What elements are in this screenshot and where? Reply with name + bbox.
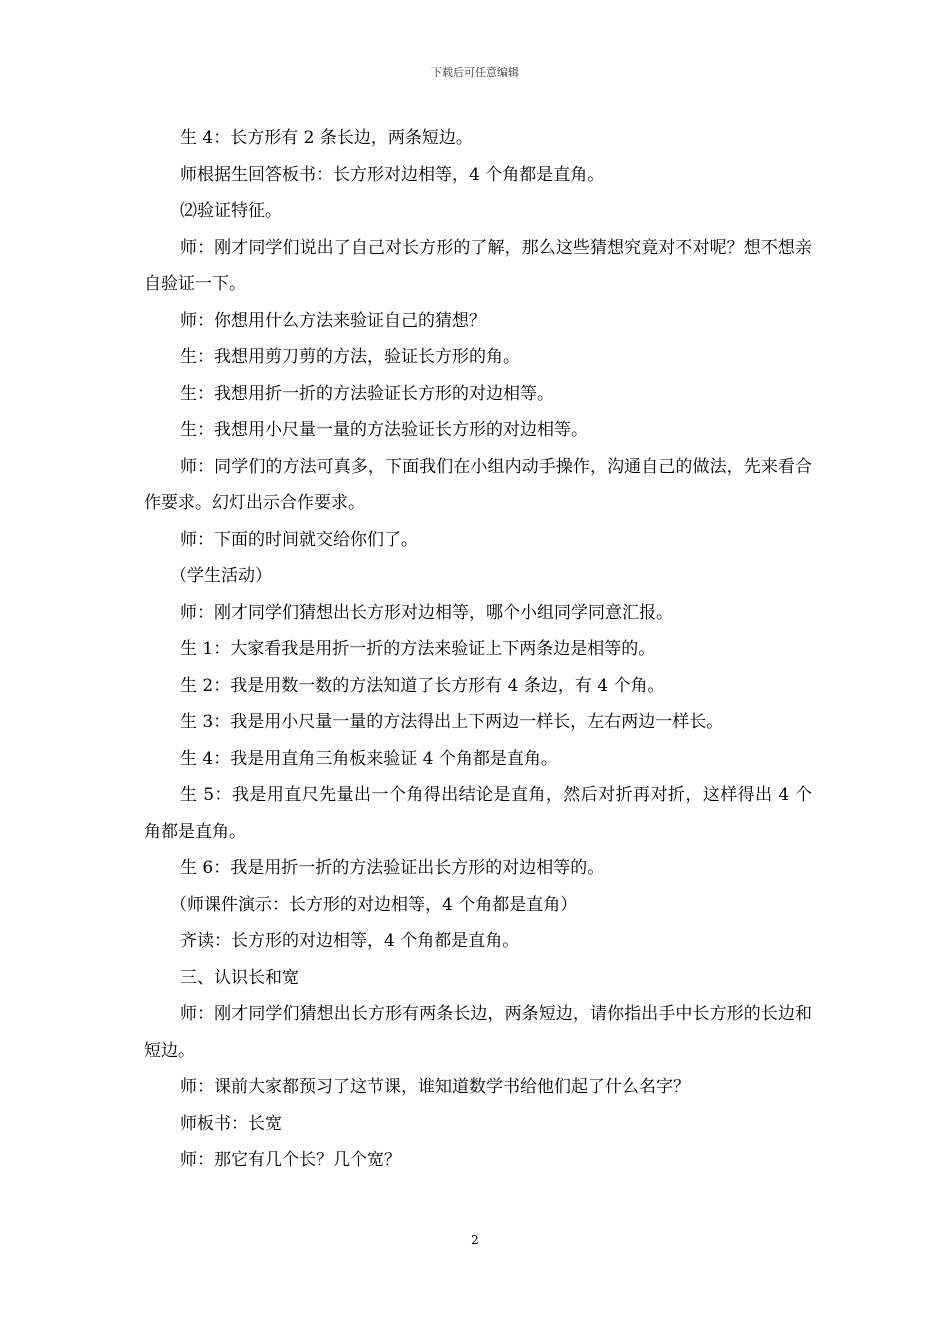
paragraph: 师板书：长宽 [180,1113,282,1134]
paragraph: 生 6：我是用折一折的方法验证出长方形的对边相等的。 [180,858,605,878]
paragraph: 师根据生回答板书：长方形对边相等，4 个角都是直角。 [180,164,605,185]
paragraph: （学生活动） [170,566,272,586]
paragraph: 师：下面的时间就交给你们了。 [180,529,418,550]
document-body [144,120,812,1179]
paragraph: 师：刚才同学们说出了自己对长方形的了解，那么这些猜想究竟对不对呢？想不想亲自验证一下。 [144,237,812,294]
paragraph: 生：我想用折一折的方法验证长方形的对边相等。 [180,383,554,404]
paragraph: 生：我想用小尺量一量的方法验证长方形的对边相等。 [180,420,588,440]
section-heading: 三、认识长和宽 [180,967,299,988]
paragraph: 生 2：我是用数一数的方法知道了长方形有 4 条边，有 4 个角。 [180,675,665,696]
page-number: 2 [471,1233,479,1247]
paragraph: 师：课前大家都预习了这节课，谁知道数学书给他们起了什么名字？ [180,1077,690,1097]
paragraph: 师：刚才同学们猜想出长方形对边相等，哪个小组同学同意汇报。 [180,602,673,623]
paragraph: 生 4：长方形有 2 条长边，两条短边。 [180,128,473,148]
paragraph: 生 4：我是用直角三角板来验证 4 个角都是直角。 [180,748,558,769]
paragraph: 生：我想用剪刀剪的方法，验证长方形的角。 [180,347,520,367]
paragraph: 师：同学们的方法可真多，下面我们在小组内动手操作，沟通自己的做法，先来看合作要求。幻灯出示合作要求。 [144,456,812,513]
page-header: 下载后可任意编辑 [431,66,519,79]
paragraph: 生 1：大家看我是用折一折的方法来验证上下两条边是相等的。 [180,639,656,659]
paragraph: 师：你想用什么方法来验证自己的猜想？ [180,310,486,331]
paragraph: 生 3：我是用小尺量一量的方法得出上下两边一样长，左右两边一样长。 [180,712,724,732]
paragraph: ⑵验证特征。 [180,201,282,221]
paragraph: 师：那它有几个长？几个宽？ [180,1150,401,1170]
paragraph: 师：刚才同学们猜想出长方形有两条长边，两条短边，请你指出手中长方形的长边和短边。 [144,1004,812,1061]
paragraph: 生 5：我是用直尺先量出一个角得出结论是直角，然后对折再对折，这样得出 4 个角都是直角。 [144,785,812,842]
paragraph: 齐读：长方形的对边相等，4 个角都是直角。 [180,931,520,951]
paragraph: （师课件演示：长方形的对边相等，4 个角都是直角） [170,894,578,915]
